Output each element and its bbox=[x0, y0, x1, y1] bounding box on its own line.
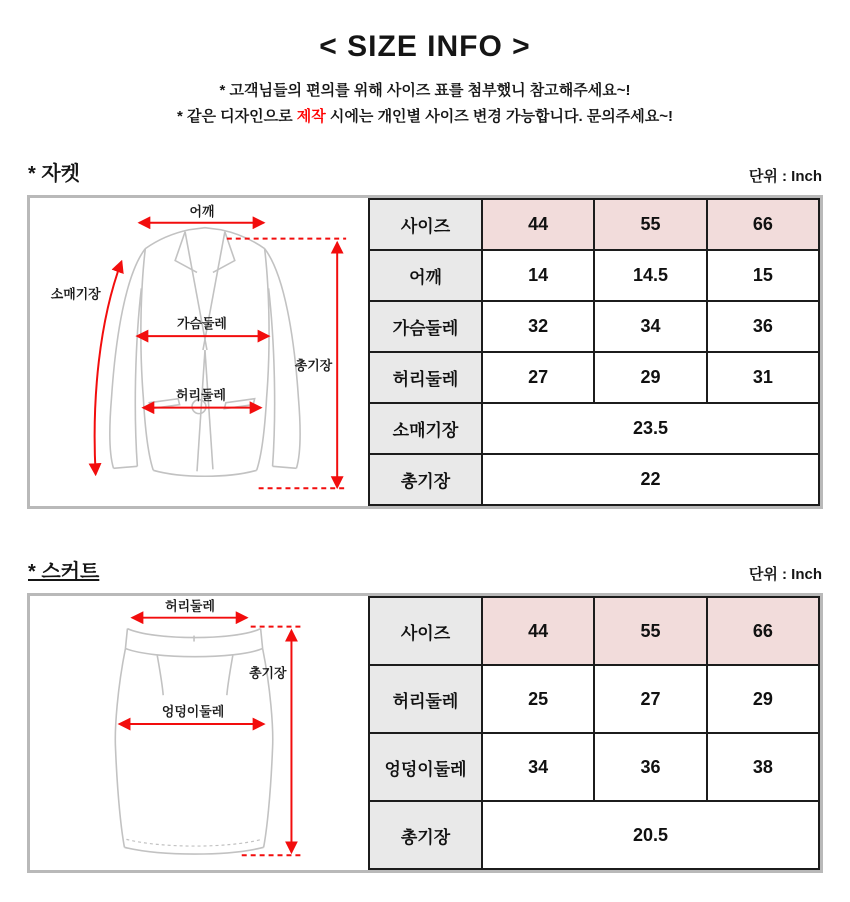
value-cell: 34 bbox=[482, 733, 594, 801]
skirt-unit-label: 단위 : Inch bbox=[748, 566, 822, 583]
value-cell: 66 bbox=[707, 597, 819, 665]
page-title: < SIZE INFO > bbox=[319, 30, 531, 63]
jacket-section bbox=[27, 157, 823, 509]
jacket-chest-label: 가슴둘레 bbox=[177, 316, 227, 332]
value-cell: 55 bbox=[594, 199, 706, 250]
row-label-cell: 사이즈 bbox=[369, 199, 482, 250]
skirt-panel bbox=[27, 593, 823, 873]
skirt-measurement-diagram bbox=[30, 596, 368, 870]
value-cell: 34 bbox=[594, 301, 706, 352]
skirt-sketch bbox=[30, 596, 368, 870]
row-label-cell: 총기장 bbox=[369, 454, 482, 505]
skirt-size-table bbox=[368, 596, 820, 870]
value-cell: 66 bbox=[707, 199, 819, 250]
value-cell: 32 bbox=[482, 301, 594, 352]
skirt-waist-label: 허리둘레 bbox=[165, 598, 215, 614]
jacket-shoulder-label: 어깨 bbox=[189, 203, 215, 219]
value-cell: 27 bbox=[482, 352, 594, 403]
measurement-row bbox=[369, 352, 819, 403]
note-line-2 bbox=[0, 104, 850, 130]
jacket-heading: * 자켓 bbox=[28, 163, 80, 185]
size-header-row bbox=[369, 597, 819, 665]
value-cell: 22 bbox=[482, 454, 819, 505]
skirt-hip-label: 엉덩이둘레 bbox=[161, 704, 225, 720]
jacket-size-table bbox=[368, 198, 820, 506]
skirt-heading: * 스커트 bbox=[28, 561, 100, 583]
value-cell: 14 bbox=[482, 250, 594, 301]
row-label-cell: 엉덩이둘레 bbox=[369, 733, 482, 801]
skirt-outline bbox=[115, 629, 272, 854]
measurement-row bbox=[369, 403, 819, 454]
value-cell: 15 bbox=[707, 250, 819, 301]
jacket-sketch bbox=[30, 198, 368, 506]
measurement-row bbox=[369, 301, 819, 352]
row-label-cell: 가슴둘레 bbox=[369, 301, 482, 352]
jacket-waist-label: 허리둘레 bbox=[176, 387, 226, 403]
measurement-row bbox=[369, 733, 819, 801]
value-cell: 23.5 bbox=[482, 403, 819, 454]
value-cell: 44 bbox=[482, 597, 594, 665]
jacket-sleeve-label: 소매기장 bbox=[50, 286, 101, 302]
note-line-2-highlight: 제작 bbox=[296, 107, 326, 125]
jacket-outline bbox=[110, 228, 300, 477]
value-cell: 25 bbox=[482, 665, 594, 733]
measurement-row bbox=[369, 454, 819, 505]
row-label-cell: 허리둘레 bbox=[369, 352, 482, 403]
size-header-row bbox=[369, 199, 819, 250]
row-label-cell: 소매기장 bbox=[369, 403, 482, 454]
value-cell: 20.5 bbox=[482, 801, 819, 869]
measurement-row bbox=[369, 801, 819, 869]
row-label-cell: 총기장 bbox=[369, 801, 482, 869]
value-cell: 44 bbox=[482, 199, 594, 250]
row-label-cell: 허리둘레 bbox=[369, 665, 482, 733]
skirt-section bbox=[27, 555, 823, 873]
value-cell: 36 bbox=[594, 733, 706, 801]
jacket-section-head bbox=[27, 157, 823, 186]
value-cell: 14.5 bbox=[594, 250, 706, 301]
jacket-unit-label: 단위 : Inch bbox=[748, 168, 822, 185]
value-cell: 38 bbox=[707, 733, 819, 801]
skirt-length-label: 총기장 bbox=[249, 665, 287, 681]
jacket-panel bbox=[27, 195, 823, 509]
note-line-1: * 고객님들의 편의를 위해 사이즈 표를 첨부했니 참고해주세요~! bbox=[219, 82, 631, 99]
row-label-cell: 사이즈 bbox=[369, 597, 482, 665]
note-line-2-suffix: 시에는 개인별 사이즈 변경 가능합니다. 문의주세요~! bbox=[325, 107, 673, 125]
row-label-cell: 어깨 bbox=[369, 250, 482, 301]
value-cell: 31 bbox=[707, 352, 819, 403]
note-line-2-prefix: * 같은 디자인으로 bbox=[177, 107, 297, 125]
value-cell: 55 bbox=[594, 597, 706, 665]
jacket-measure-arrows bbox=[95, 223, 347, 488]
notes-block bbox=[0, 78, 850, 129]
value-cell: 27 bbox=[594, 665, 706, 733]
skirt-section-head bbox=[27, 555, 823, 584]
measurement-row bbox=[369, 665, 819, 733]
value-cell: 29 bbox=[594, 352, 706, 403]
value-cell: 36 bbox=[707, 301, 819, 352]
jacket-length-label: 총기장 bbox=[294, 357, 333, 373]
value-cell: 29 bbox=[707, 665, 819, 733]
jacket-measurement-diagram bbox=[30, 198, 368, 506]
measurement-row bbox=[369, 250, 819, 301]
